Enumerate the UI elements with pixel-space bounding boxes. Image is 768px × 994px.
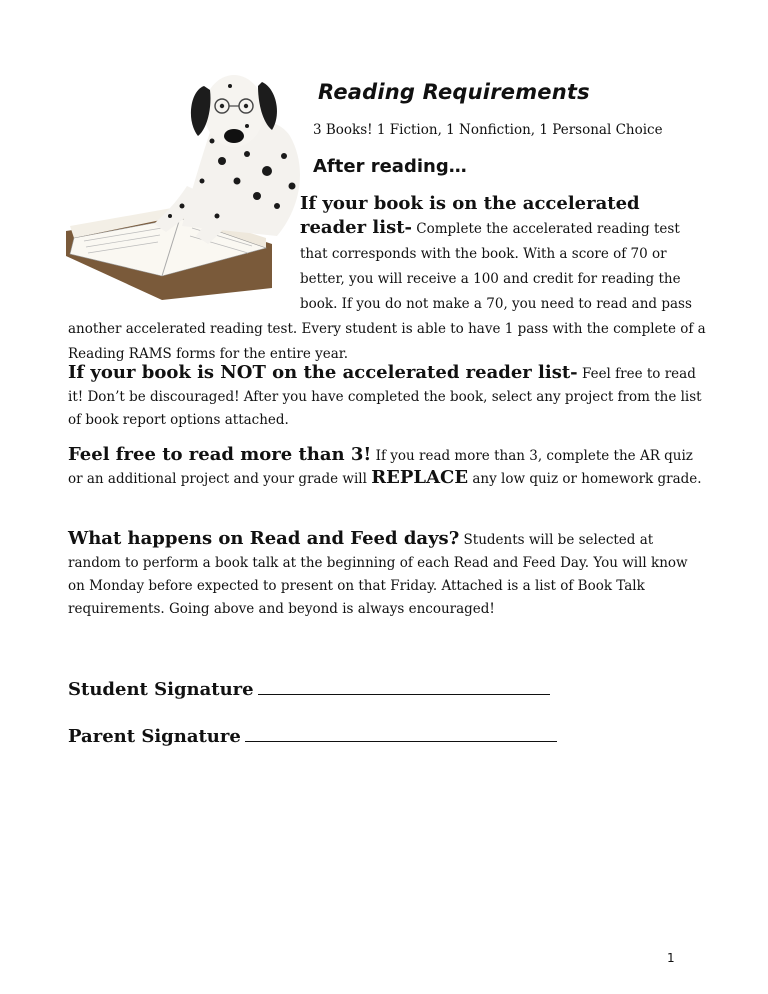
not-ar-body: Feel free to read it! Don’t be discouraged! After you have completed the book, select any project from the list of book report options attached. (68, 366, 702, 428)
read-and-feed-section (68, 528, 708, 620)
page-title: Reading Requirements (318, 80, 590, 104)
student-signature-field (68, 678, 550, 700)
student-signature-label: Student Signature (68, 679, 254, 700)
books-requirement-line: 3 Books! 1 Fiction, 1 Nonfiction, 1 Personal Choice (313, 122, 663, 138)
more-than-three-body-b: any low quiz or homework grade. (468, 471, 702, 487)
student-signature-line (258, 678, 550, 695)
more-than-three-heading: Feel free to read more than 3! (68, 444, 372, 465)
more-than-three-section (68, 444, 708, 490)
page-number: 1 (667, 951, 675, 965)
ar-list-body: Complete the accelerated reading test that corresponds with the book. With a score of 70 or better, you will receive a 100 and credit for reading the book. If you do not make a 70, you need to read and pass another accelerated reading test. Every student is able to have 1 pass with the complete of a Reading RAMS forms for the entire year. (68, 221, 706, 362)
parent-signature-label: Parent Signature (68, 726, 241, 747)
read-and-feed-body: Students will be selected at random to perform a book talk at the beginning of each Read and Feed Day. You will know on Monday before expected to present on that Friday. Attached is a list of Book Talk requirements. Going above and beyond is always encouraged! (68, 532, 688, 617)
after-reading-heading: After reading… (313, 156, 467, 177)
parent-signature-line (245, 725, 557, 742)
replace-emphasis: REPLACE (371, 467, 469, 488)
read-and-feed-heading: What happens on Read and Feed days? (68, 528, 460, 549)
not-ar-heading: If your book is NOT on the accelerated reader list- (68, 362, 578, 383)
not-ar-section (68, 362, 708, 431)
more-than-three-body-a: If you read more than 3, complete the AR quiz or an additional project and your grade will (68, 448, 693, 487)
ar-list-heading: If your book is on the accelerated reader list- (300, 193, 640, 238)
parent-signature-field (68, 725, 557, 747)
ar-list-section (68, 192, 708, 366)
